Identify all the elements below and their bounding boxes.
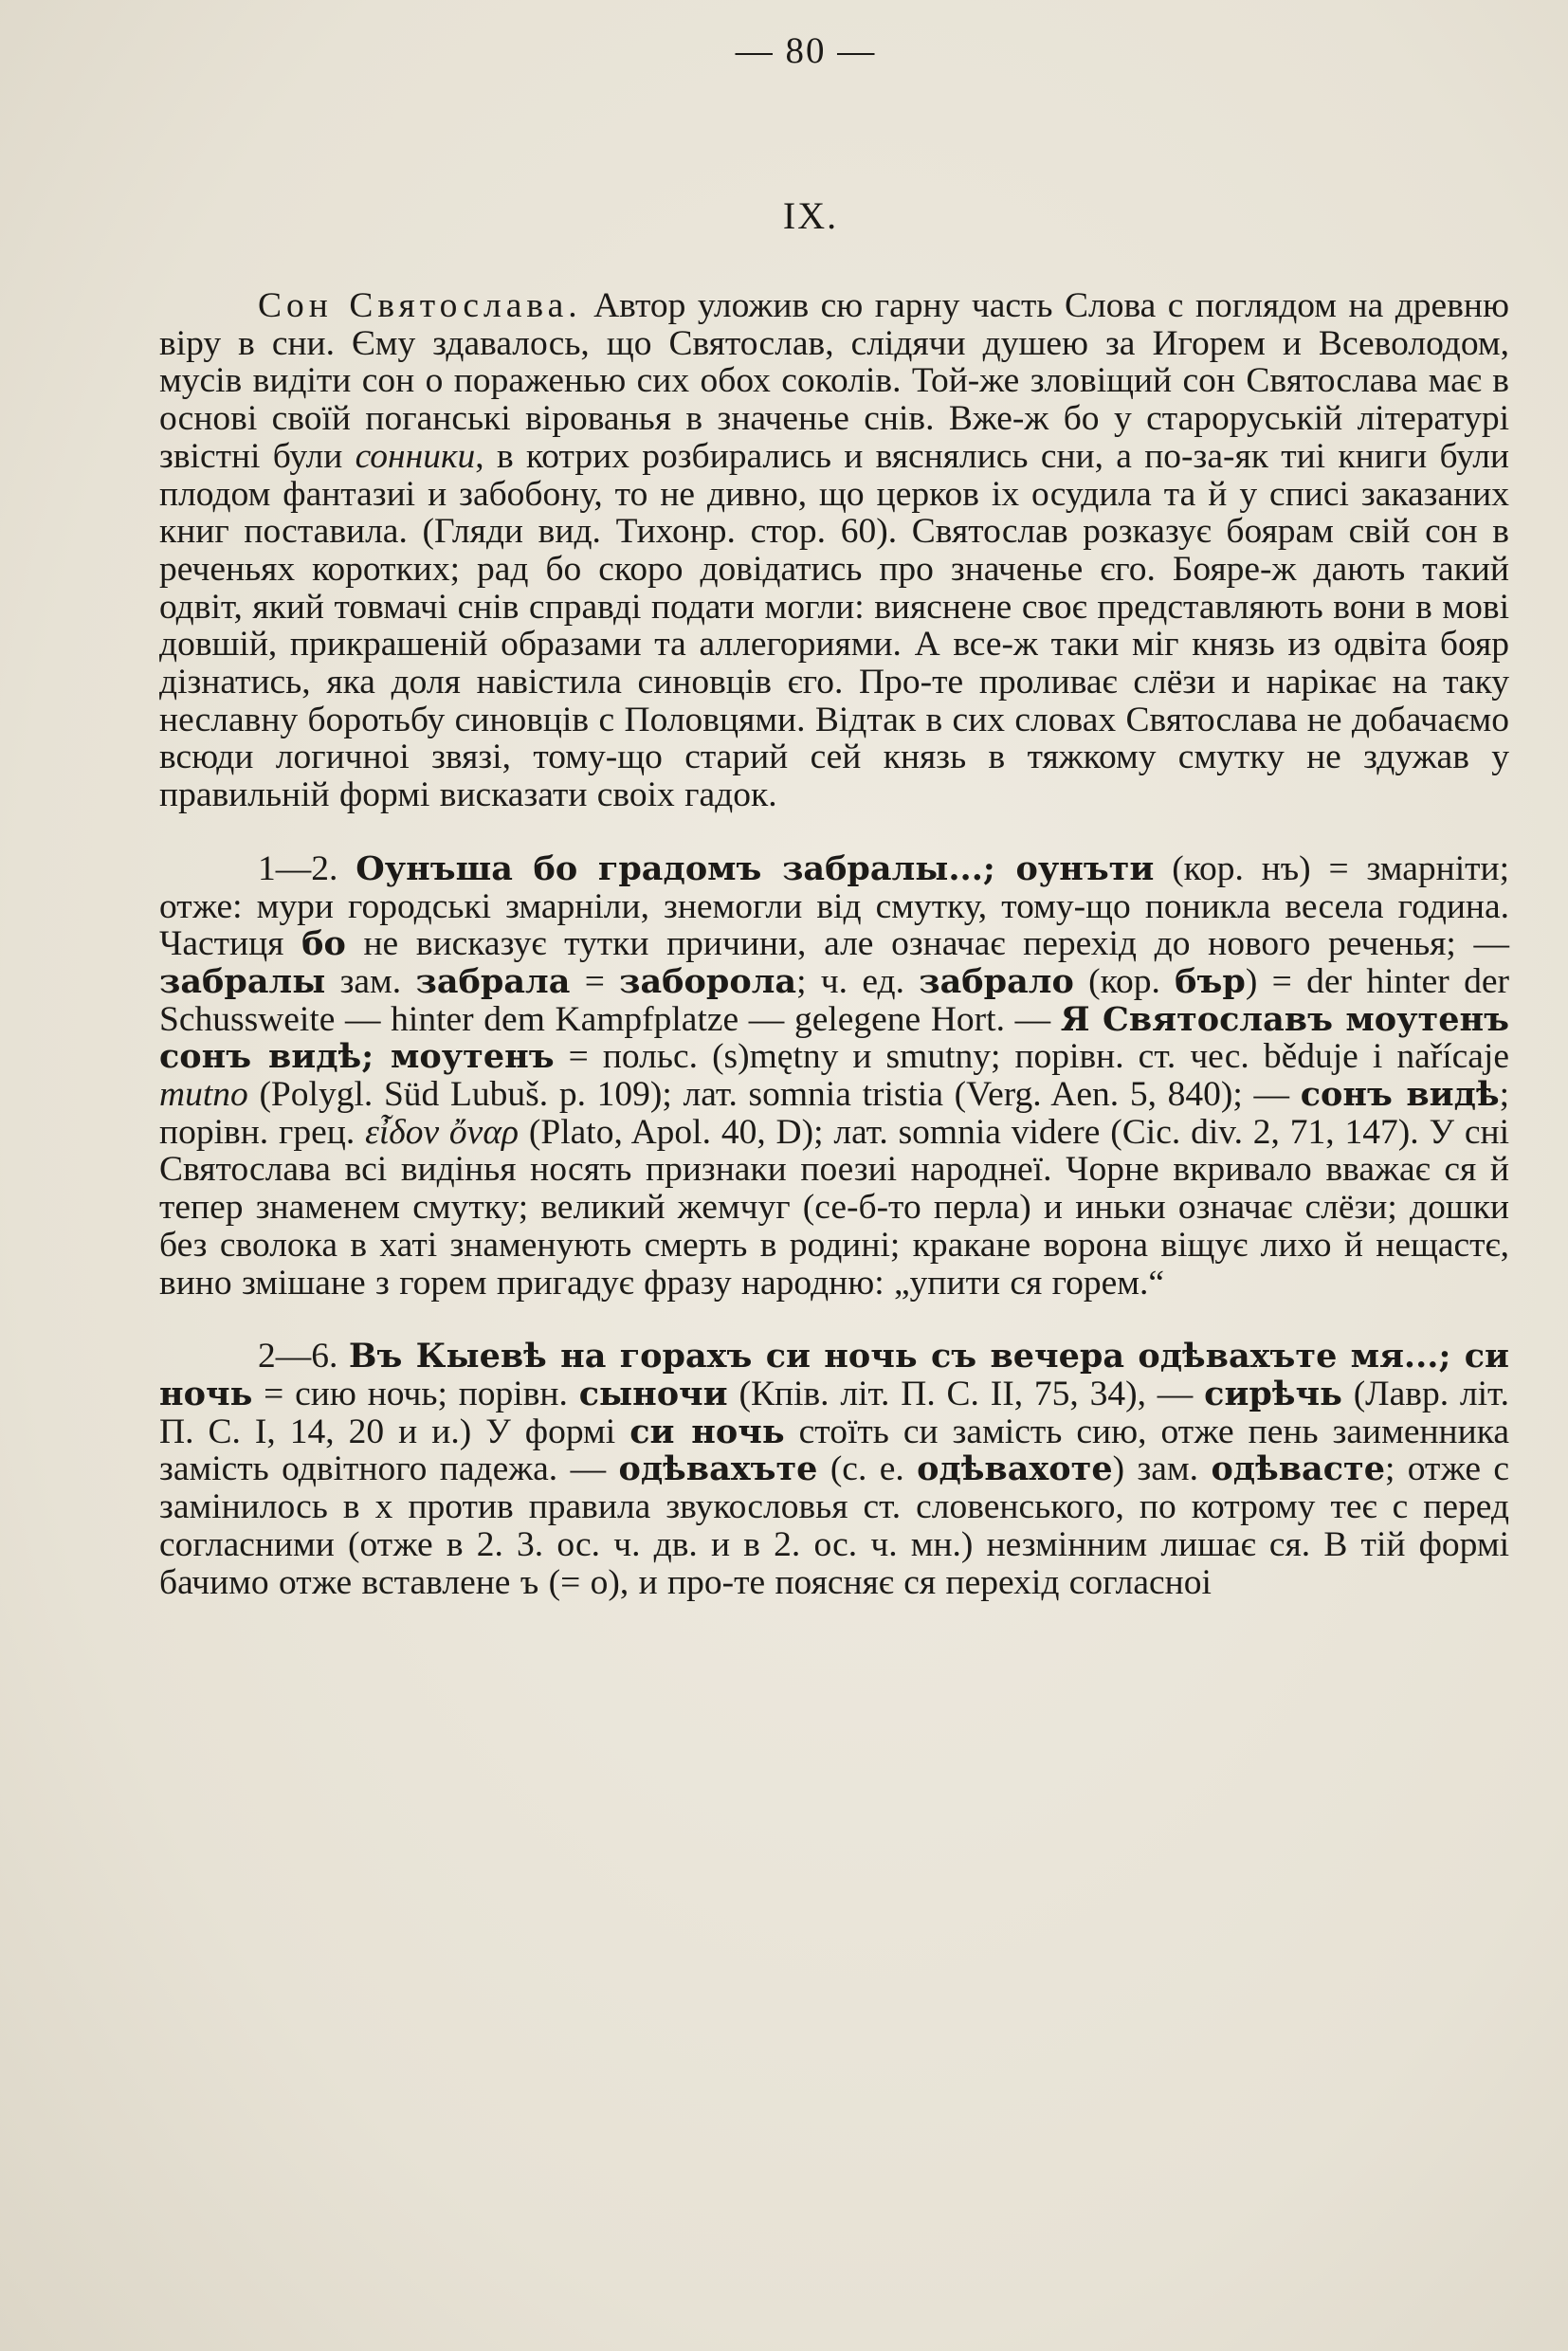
- church-slavonic-term: Я Святославъ моутенъ сонъ видѣ; моутенъ: [159, 999, 1509, 1077]
- church-slavonic-term: забрала: [415, 961, 571, 1001]
- paragraph-1: [159, 287, 1509, 814]
- church-slavonic-term: бър: [1175, 961, 1246, 1001]
- church-slavonic-term: сыночи: [578, 1374, 728, 1413]
- text-run: ; порівн. грец.: [159, 1075, 1509, 1152]
- page-number: — 80 —: [735, 30, 877, 71]
- church-slavonic-term: забрало: [919, 961, 1074, 1001]
- church-slavonic-term: бо: [301, 924, 346, 964]
- text-run: (Plato, Apol. 40, D); лат. somnia videre (Cic. div. 2, 71, 147). У сні Святослава всі видінья носять признаки поезиі народнеї. Чорне вкривало вважає ся й тепер знаменем смутку; великий жемчуг (се-б-то перла) и иньки означає слёзи; дошки без сволока в хаті знаменують смерть в родині; кракане ворона віщує лихо й нещастє, вино змішане з горем пригадує фразу народню: „упити ся горем.“: [159, 1112, 1509, 1303]
- church-slavonic-term: одѣвасте: [1211, 1449, 1385, 1489]
- church-slavonic-term: одѣвахъте: [618, 1449, 818, 1489]
- text-run: =: [570, 961, 620, 1001]
- italic-term: mutno: [159, 1075, 248, 1115]
- text-run: зам.: [325, 961, 416, 1001]
- paragraph-2: [159, 850, 1509, 1302]
- italic-term: εἶδον ὄναρ: [365, 1112, 520, 1152]
- text-run: 1—2.: [258, 848, 356, 888]
- text-run: (Кпів. літ. П. С. II, 75, 34), —: [727, 1374, 1205, 1413]
- church-slavonic-term: сирѣчь: [1204, 1374, 1342, 1413]
- text-run: ) = der hinter der Schussweite — hinter dem Kampfplatze — gelegene Hort. —: [159, 961, 1509, 1039]
- church-slavonic-term: одѣвахоте: [917, 1449, 1113, 1489]
- text-run: Сон Святослава.: [258, 286, 582, 325]
- text-run: (кор.: [1073, 961, 1176, 1001]
- section-heading: IX.: [782, 194, 839, 237]
- text-run: (Polygl. Süd Lubuš. р. 109); лат. somnia tristia (Verg. Aen. 5, 840); —: [247, 1075, 1301, 1115]
- church-slavonic-term: си ночь: [629, 1412, 785, 1451]
- text-run: , в котрих розбирались и вяснялись сни, а по-за-як тиі книги були плодом фантазиі и забобону, то не дивно, що церков іх осудила та й у списі заказаних книг поставила. (Гляди вид. Тихонр. стор. 60). Святослав розказує боярам свій сон в реченьях коротких; рад бо скоро довідатись про значенье єго. Бояре-ж дають такий одвіт, який товмачі снів справді подати могли: вияснене своє представляють вони в мові довшій, прикрашеній образами та аллегориями. А все-ж таки міг князь из одвіта бояр дізнатись, яка доля навістила синовців єго. Про-те проливає слёзи и нарікає на таку неславну боротьбу синовців с Половцями. Відтак в сих словах Святослава не добачаємо всюди логичноі звязі, тому-що старий сей князь в тяжкому смутку не здужав у правильній формі висказати своіх гадок.: [159, 436, 1510, 815]
- text-run: ; ч. ед.: [796, 961, 920, 1001]
- text-run: (с. е.: [817, 1449, 918, 1489]
- text-run: (Лавр. літ. П. С. I, 14, 20 и и.) У формі: [159, 1374, 1509, 1451]
- text-run: ; отже с замінилось в х против правила звукословья ст. словенського, по котрому теє с перед согласними (отже в 2. 3. ос. ч. дв. и в 2. ос. ч. мн.) незмінним лишає ся. В тій формі бачимо отже вставлене ъ (= о), и про-те поясняє ся перехід согласноі: [159, 1449, 1509, 1602]
- church-slavonic-term: Въ Кыевѣ на горахъ си ночь съ вечера одѣвахъте мя...; си ночь: [159, 1337, 1509, 1413]
- text-run: не висказує тутки причини, але означає перехід до нового реченья; —: [345, 924, 1510, 964]
- church-slavonic-term: заборола: [619, 961, 797, 1001]
- text-run: (кор. нъ) = змарніти; отже: мури городські змарніли, знемогли від смутку, тому-що поникла весела година. Частиця: [159, 848, 1510, 964]
- italic-term: сонники: [355, 436, 476, 476]
- text-run: = польс. (s)mętny и smutny; порівн. ст. чес. běduje i nařícaje: [554, 1037, 1509, 1077]
- paragraph-3: [159, 1338, 1509, 1601]
- church-slavonic-term: забралы: [159, 961, 326, 1001]
- church-slavonic-term: сонъ видѣ: [1300, 1075, 1500, 1115]
- text-run: 2—6.: [258, 1337, 349, 1376]
- text-run: ) зам.: [1112, 1449, 1212, 1489]
- church-slavonic-term: Оунъша бо градомъ забралы...; оунъти: [356, 848, 1155, 888]
- text-run: = сию ночь; порівн.: [252, 1374, 579, 1413]
- text-run: стоїть си замість сию, отже пень заименника замість одвітного падежа. —: [159, 1412, 1509, 1489]
- text-run: Автор уложив сю гарну часть Слова с поглядом на древню віру в сни. Єму здавалось, що Святослав, слідячи душею за Игорем и Всеволодом, мусів видіти сон о пораженью сих обох соколів. Той-же зловіщий сон Святослава має в основі своїй поганські вірованья в значенье снів. Вже-ж бо у староруській літературі звістні були: [159, 286, 1509, 476]
